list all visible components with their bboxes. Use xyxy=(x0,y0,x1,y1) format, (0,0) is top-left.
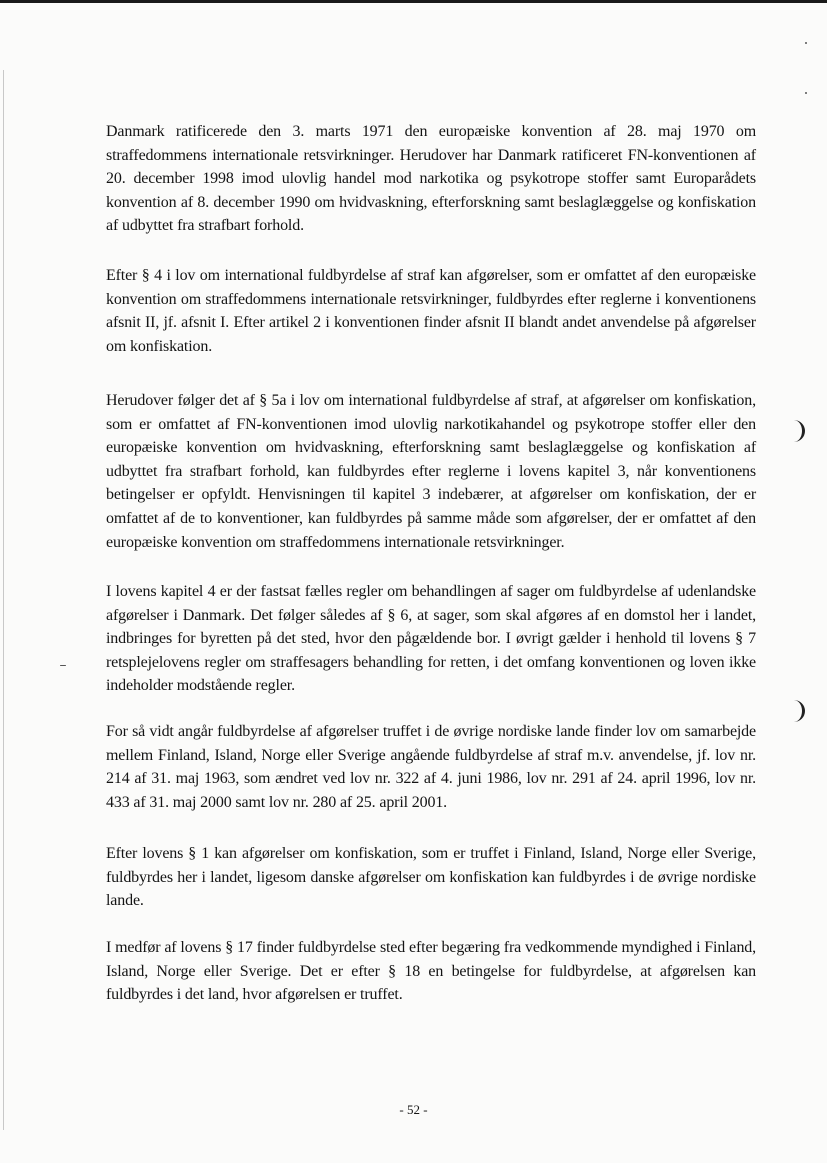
paragraph-section-5a: Herudover følger det af § 5a i lov om international fuldbyrdelse af straf, at afgørelser om konfiskation, som er omfattet af FN-konventionen imod ulovlig narkotikahandel og psykotrope stoffer eller den europæiske konvention om hvidvaskning, efterforskning samt beslaglæggelse og konfiskation af udbyttet fra strafbart forhold, kan fuldbyrdes efter reglerne i lovens kapitel 3, når konventionens betingelser er opfyldt. Henvisningen til kapitel 3 indebærer, at afgørelser om konfiskation, der er omfattet af de to konventioner, kan fuldbyrdes på samme måde som afgørelser, der er omfattet af den europæiske konvention om straffedommens internationale retsvirkninger. xyxy=(106,392,756,551)
paragraph-section-17: I medfør af lovens § 17 finder fuldbyrdelse sted efter begæring fra vedkommende myndighed i Finland, Island, Norge eller Sverige. Det er efter § 18 en betingelse for fuldbyrdelse, at afgørelsen kan fuldbyrdes i det land, hvor afgørelsen er truffet. xyxy=(106,939,756,1004)
top-border-rule xyxy=(0,0,827,3)
scan-left-edge xyxy=(3,70,4,1130)
paragraph-nordic-countries: For så vidt angår fuldbyrdelse af afgørelser truffet i de øvrige nordiske lande finder lov om samarbejde mellem Finland, Island, Norge eller Sverige angående fuldbyrdelse af straf m.v. anvendelse, jf. lov nr. 214 af 31. maj 1963, som ændret ved lov nr. 322 af 4. juni 1986, lov nr. 291 af 24. april 1996, lov nr. 433 af 31. maj 2000 samt lov nr. 280 af 25. april 2001. xyxy=(106,723,756,811)
page-number: - 52 - xyxy=(399,1102,428,1117)
punch-hole-mark-lower xyxy=(790,700,805,722)
punch-hole-mark-upper xyxy=(790,420,805,442)
scan-speck xyxy=(805,42,807,44)
paragraph-section-4: Efter § 4 i lov om international fuldbyrdelse af straf kan afgørelser, som er omfattet af den europæiske konvention om straffedommens internationale retsvirkninger, fuldbyrdes efter reglerne i konventionens afsnit II, jf. afsnit I. Efter artikel 2 i konventionen finder afsnit II blandt andet anvendelse på afgørelser om konfiskation. xyxy=(106,267,756,355)
paragraph-ratification: Danmark ratificerede den 3. marts 1971 den europæiske konvention af 28. maj 1970 om straffedommens internationale retsvirkninger. Herudover har Danmark ratificeret FN-konventionen af 20. december 1998 imod ulovlig handel mod narkotika og psykotrope stoffer samt Europarådets konvention af 8. december 1990 om hvidvaskning, efterforskning samt beslaglæggelse og konfiskation af udbyttet fra strafbart forhold. xyxy=(106,123,756,235)
scan-speck xyxy=(805,92,807,94)
paragraph-section-1: Efter lovens § 1 kan afgørelser om konfiskation, som er truffet i Finland, Island, Norge eller Sverige, fuldbyrdes her i landet, ligesom danske afgørelser om konfiskation kan fuldbyrdes i de øvrige nordiske lande. xyxy=(106,845,756,910)
scan-speck xyxy=(60,665,66,666)
paragraph-chapter-4: I lovens kapitel 4 er der fastsat fælles regler om behandlingen af sager om fuldbyrdelse af udenlandske afgørelser i Danmark. Det følger således af § 6, at sager, som skal afgøres af en domstol her i landet, indbringes for byretten på det sted, hvor den pågældende bor. I øvrigt gælder i henhold til lovens § 7 retsplejelovens regler om straffesagers behandling for retten, i det omfang konventionen og loven ikke indeholder modstående regler. xyxy=(106,583,756,695)
